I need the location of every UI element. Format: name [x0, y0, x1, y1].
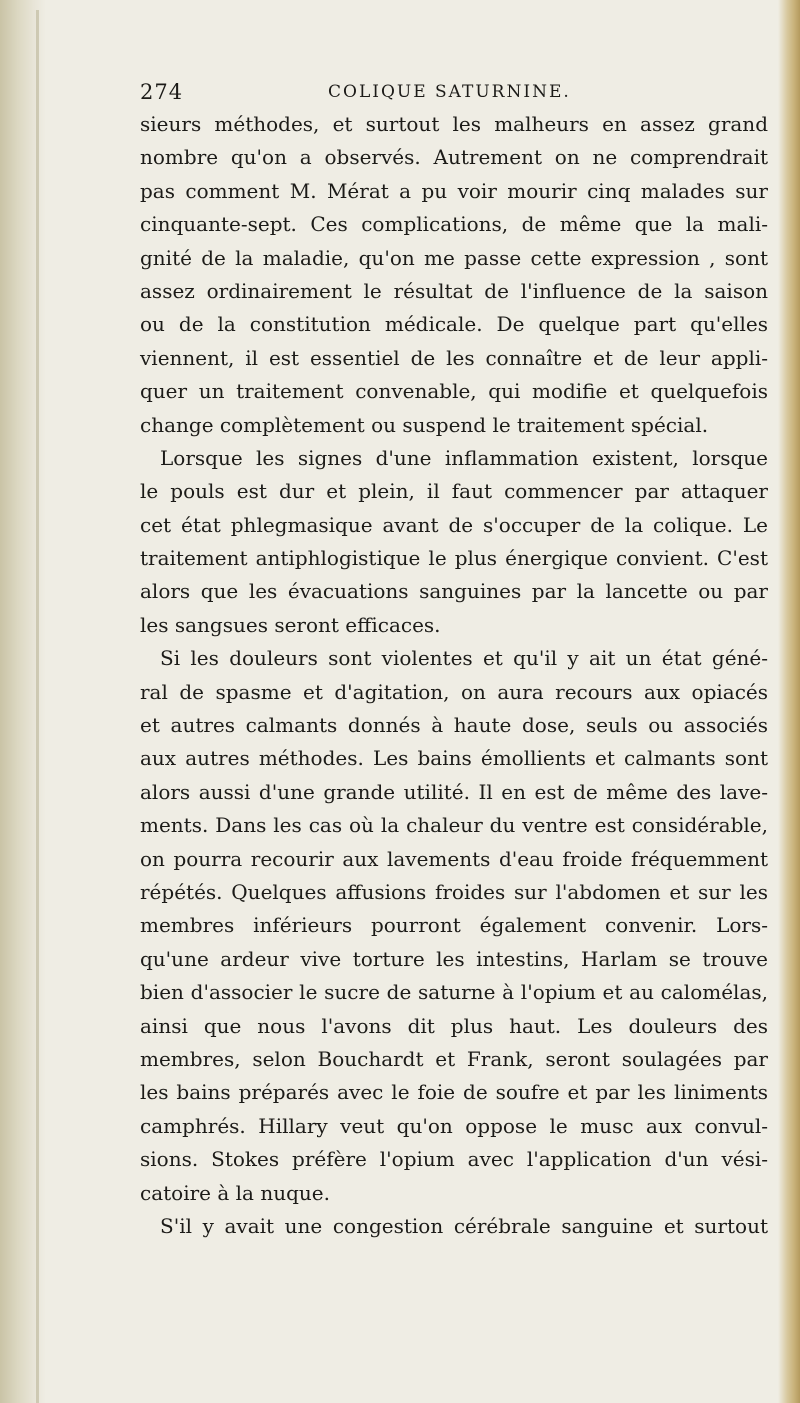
- text-line: nombre qu'on a observés. Autrement on ne comprendrait: [140, 145, 768, 170]
- text-line: pas comment M. Mérat a pu voir mourir cinq malades sur: [140, 178, 768, 203]
- text-line: alors aussi d'une grande utilité. Il en est de même des lave-: [140, 779, 768, 804]
- text-line: le pouls est dur et plein, il faut commencer par attaquer: [140, 479, 768, 504]
- running-title: COLIQUE SATURNINE.: [328, 82, 571, 102]
- text-line: quer un traitement convenable, qui modifie et quelquefois: [140, 379, 768, 404]
- text-line: cinquante-sept. Ces complications, de même que la mali-: [140, 212, 768, 237]
- text-line: aux autres méthodes. Les bains émollients et calmants sont: [140, 746, 768, 771]
- text-line: ments. Dans les cas où la chaleur du ventre est considérable,: [140, 813, 768, 838]
- page-right-edge: [778, 0, 800, 1403]
- text-line: traitement antiphlogistique le plus énergique convient. C'est: [140, 546, 768, 571]
- text-line: gnité de la maladie, qu'on me passe cette expression , sont: [140, 245, 768, 270]
- text-line: membres, selon Bouchardt et Frank, seront soulagées par: [140, 1046, 768, 1071]
- binding-shadow: [36, 10, 39, 1403]
- text-line: alors que les évacuations sanguines par la lancette ou par: [140, 579, 768, 604]
- text-line: les bains préparés avec le foie de soufre et par les liniments: [140, 1080, 768, 1105]
- text-line: sieurs méthodes, et surtout les malheurs en assez grand: [140, 112, 768, 136]
- text-line: assez ordinairement le résultat de l'influence de la saison: [140, 278, 768, 303]
- text-line: catoire à la nuque.: [140, 1180, 330, 1205]
- page-number: 274: [140, 80, 184, 104]
- text-line: camphrés. Hillary veut qu'on oppose le musc aux convul-: [140, 1113, 768, 1138]
- text-line: répétés. Quelques affusions froides sur l'abdomen et sur les: [140, 879, 768, 904]
- page-binding-edge: [0, 0, 46, 1403]
- text-line: les sangsues seront efficaces.: [140, 612, 441, 637]
- text-line: sions. Stokes préfère l'opium avec l'application d'un vési-: [140, 1147, 768, 1172]
- text-line: ou de la constitution médicale. De quelque part qu'elles: [140, 312, 768, 337]
- body-text: [140, 108, 768, 1243]
- text-line: ainsi que nous l'avons dit plus haut. Les douleurs des: [140, 1013, 768, 1038]
- paragraph-start-line: Si les douleurs sont violentes et qu'il y ait un état géné-: [160, 646, 768, 671]
- paragraph-start-line: S'il y avait une congestion cérébrale sanguine et surtout: [160, 1213, 768, 1238]
- text-line: on pourra recourir aux lavements d'eau froide fréquemment: [140, 846, 768, 871]
- text-line: change complètement ou suspend le traitement spécial.: [140, 412, 709, 437]
- text-line: cet état phlegmasique avant de s'occuper de la colique. Le: [140, 512, 768, 537]
- text-line: et autres calmants donnés à haute dose, seuls ou associés: [140, 713, 768, 738]
- text-line: ral de spasme et d'agitation, on aura recours aux opiacés: [140, 679, 768, 704]
- text-line: viennent, il est essentiel de les connaître et de leur appli-: [140, 345, 768, 370]
- text-line: membres inférieurs pourront également convenir. Lors-: [140, 913, 768, 938]
- running-header: [140, 80, 760, 110]
- paragraph-start-line: Lorsque les signes d'une inflammation existent, lorsque: [160, 445, 768, 470]
- text-line: bien d'associer le sucre de saturne à l'opium et au calomélas,: [140, 980, 768, 1005]
- text-line: qu'une ardeur vive torture les intestins, Harlam se trouve: [140, 946, 768, 971]
